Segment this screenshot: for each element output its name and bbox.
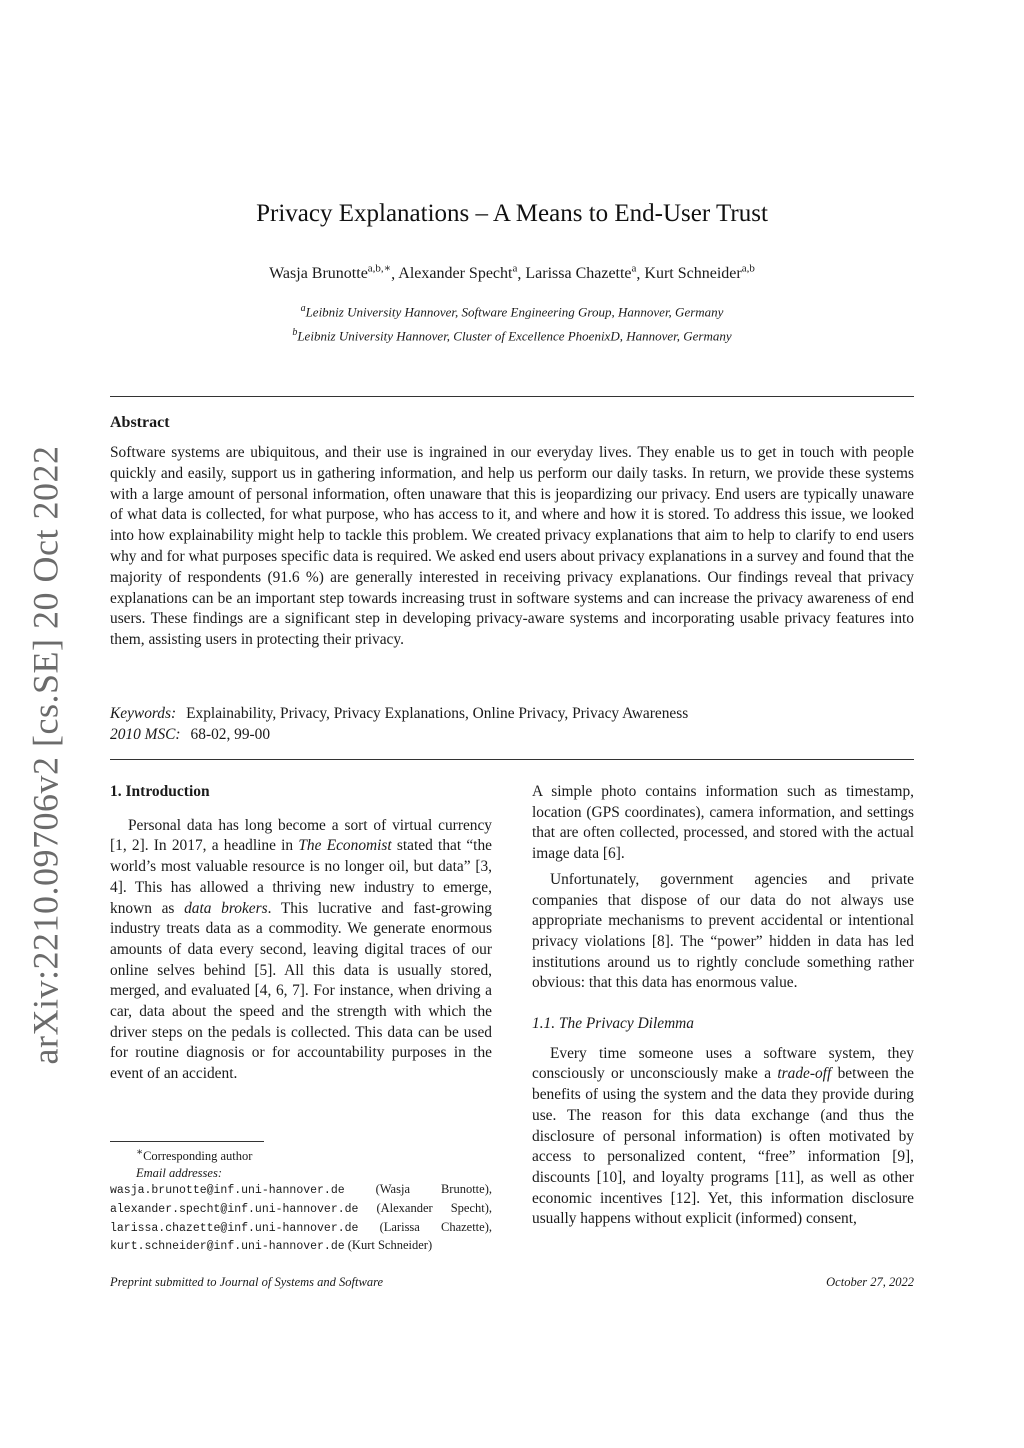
- footnote-rule: [110, 1141, 264, 1142]
- keywords: Keywords: Explainability, Privacy, Privacy Explanations, Online Privacy, Privacy Awareness: [110, 705, 689, 722]
- section-heading: 1. Introduction: [110, 783, 210, 800]
- affiliation: $^b$Leibniz University Hannover, Cluster of Excellence PhoenixD, Hannover, Germany: [292, 327, 732, 344]
- author: Kurt Schneider$^{a,b}$: [644, 263, 755, 283]
- abstract-text: Software systems are ubiquitous, and their use is ingrained in our everyday lives. They enable us to get in touch with people quickly and easily, support us in gathering information, and help us perform our daily tasks. In return, we provide these systems with a large amount of personal information, often unaware that this is jeopardizing our privacy. End users are typically unaware of what data is collected, for what purpose, who has access to it, and where and how it is stored. To address this issue, we looked into how explainability might help to tackle this problem. We created privacy explanations that aim to help to clarify to end users why and for what purposes specific data is required. We asked end users about privacy explanations in a survey and found that the majority of respondents (91.6 %) are generally interested in receiving privacy explanations. Our findings reveal that privacy explanations can be an important step towards increasing trust in software systems and can increase the privacy awareness of end users. These findings are a significant step in developing privacy-aware systems and incorporating usable privacy features into them, assisting users in protecting their privacy.: [110, 444, 914, 649]
- left-column: [110, 782, 492, 1085]
- arxiv-identifier-text: arXiv:2210.09706v2 [cs.SE] 20 Oct 2022: [25, 445, 65, 1065]
- subsection-heading: 1.1. The Privacy Dilemma: [532, 1015, 694, 1033]
- divider: [110, 759, 914, 760]
- author-list: Wasja Brunotte$^{a,b,∗}$, Alexander Specht$^a$, Larissa Chazette$^a$, Kurt Schneider$^{a,b}$: [269, 263, 755, 283]
- paragraph: Unfortunately, government agencies and private companies that dispose of our data do not always use appropriate mechanisms to prevent accidental or intentional privacy violations [8]. The “power” hidden in data has led institutions around us to rightly conclude something rather obvious: that this data has enormous value.: [532, 870, 914, 992]
- arxiv-identifier: [20, 445, 70, 1065]
- paper-title: Privacy Explanations – A Means to End-User Trust: [256, 200, 768, 227]
- divider: [110, 396, 914, 397]
- email-link[interactable]: kurt.schneider@inf.uni-hannover.de: [110, 1240, 345, 1254]
- author: Wasja Brunotte$^{a,b,∗}$: [269, 263, 392, 283]
- footnote: [110, 1145, 492, 1256]
- keywords-block: [110, 703, 914, 745]
- email-label: Email addresses:: [136, 1165, 222, 1180]
- affiliations: [110, 298, 914, 347]
- footer-journal: Preprint submitted to Journal of Systems and Software: [110, 1275, 384, 1289]
- paragraph: Every time someone uses a software system, they consciously or unconsciously make a trade-off between the benefits of using the system and the data they provide during use. The reason for this data exchange (and thus the disclosure of personal information) is often motivated by access to personalized content, “free” information [9], discounts [10], and loyalty programs [11], as well as other economic incentives [12]. Yet, this information disclosure usually happens without explicit (informed) consent,: [532, 1044, 914, 1228]
- author: Larissa Chazette$^a$: [525, 263, 637, 283]
- msc-codes: 2010 MSC: 68-02, 99-00: [110, 726, 271, 743]
- email-link[interactable]: wasja.brunotte@inf.uni-hannover.de: [110, 1184, 345, 1198]
- paragraph: A simple photo contains information such as timestamp, location (GPS coordinates), camera information, and settings that are often collected, processed, and stored with the actual image data [6].: [532, 783, 914, 863]
- author: Alexander Specht$^a$: [398, 263, 518, 283]
- paragraph: Personal data has long become a sort of virtual currency [1, 2]. In 2017, a headline in The Economist stated that “the world’s most valuable resource is no longer oil, but data” [3, 4]. This has allowed a thriving new industry to emerge, known as data brokers. This lucrative and fast-growing industry treats data as a commodity. We generate enormous amounts of data every second, leaving digital traces of our online selves behind [5]. All this data is usually stored, merged, and evaluated [4, 6, 7]. For instance, when driving a car, data about the speed and the strength with which the driver steps on the pedals is collected. This data can be used for routine diagnosis or for accountability purposes in the event of an accident.: [110, 816, 492, 1083]
- email-link[interactable]: alexander.specht@inf.uni-hannover.de: [110, 1202, 359, 1216]
- email-list: wasja.brunotte@inf.uni-hannover.de (Wasja Brunotte), alexander.specht@inf.uni-hannover.de (Alexander Specht), larissa.chazette@inf.uni-hannover.de (Larissa Chazette), kurt.schneider@inf.uni-hannover.de (Kurt Schneider): [110, 1182, 492, 1254]
- abstract-heading: Abstract: [110, 414, 170, 431]
- affiliation: $^a$Leibniz University Hannover, Software Engineering Group, Hannover, Germany: [300, 303, 724, 320]
- email-link[interactable]: larissa.chazette@inf.uni-hannover.de: [110, 1221, 359, 1235]
- corresponding-author-note: ∗Corresponding author: [136, 1147, 253, 1164]
- footer-date: October 27, 2022: [826, 1275, 914, 1289]
- right-column: [532, 782, 914, 1230]
